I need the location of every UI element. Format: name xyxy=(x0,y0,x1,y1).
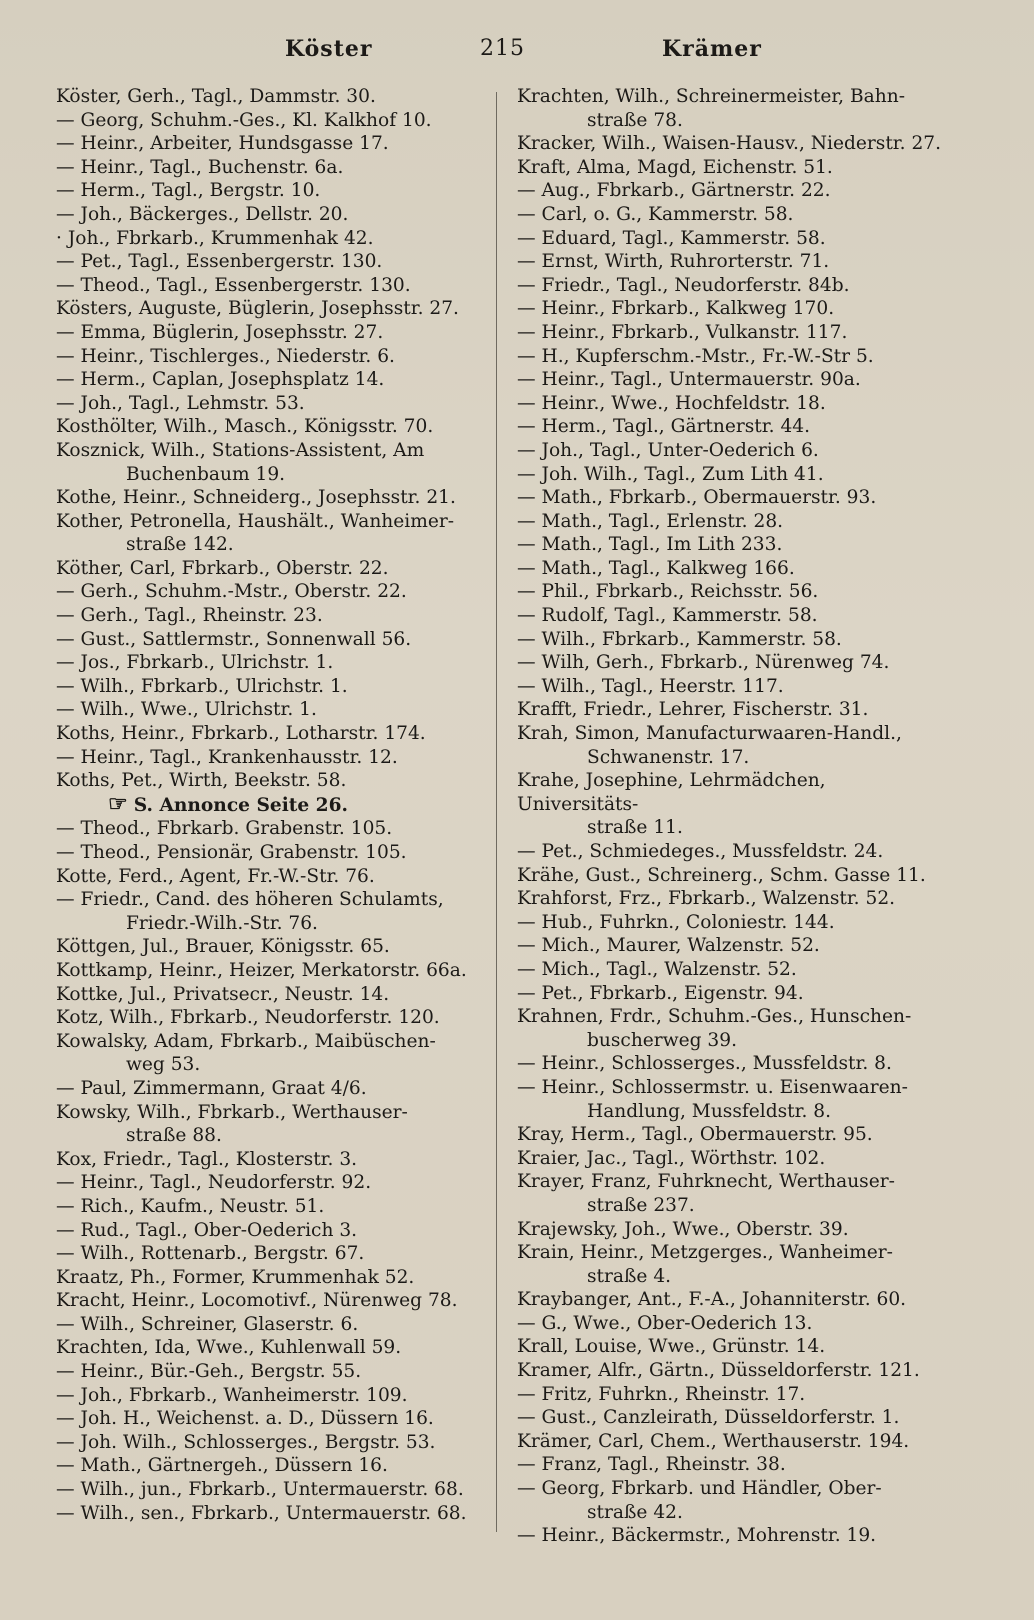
directory-entry: Kraybanger, Ant., F.-A., Johanniterstr. 60. xyxy=(517,1289,907,1311)
directory-entry: — Joh., Fbrkarb., Wanheimerstr. 109. xyxy=(56,1384,408,1406)
directory-entry: — Jos., Fbrkarb., Ulrichstr. 1. xyxy=(56,652,334,674)
directory-entry: Koths, Pet., Wirth, Beekstr. 58. xyxy=(56,770,347,792)
directory-entry: — Wilh., Fbrkarb., Kammerstr. 58. xyxy=(517,628,842,650)
directory-entry: — Heinr., Arbeiter, Hundsgasse 17. xyxy=(56,133,389,155)
directory-entry: — Pet., Tagl., Essenbergerstr. 130. xyxy=(56,251,383,273)
right-column xyxy=(517,85,947,1548)
entry-continuation: straße 142. xyxy=(126,534,234,556)
directory-entry: — Mich., Maurer, Walzenstr. 52. xyxy=(517,935,820,957)
directory-entry: — Heinr., Tagl., Neudorferstr. 92. xyxy=(56,1172,372,1194)
directory-entry: — Rudolf, Tagl., Kammerstr. 58. xyxy=(517,605,818,627)
directory-entry: Krahforst, Frz., Fbrkarb., Walzenstr. 52. xyxy=(517,888,896,910)
directory-entry: — Pet., Schmiedeges., Mussfeldstr. 24. xyxy=(517,841,884,862)
directory-entry: — Joh. Wilh., Schlosserges., Bergstr. 53. xyxy=(56,1431,436,1453)
directory-entry: — Franz, Tagl., Rheinstr. 38. xyxy=(517,1454,786,1476)
directory-entry: Kottke, Jul., Privatsecr., Neustr. 14. xyxy=(56,983,390,1005)
directory-entry: — Phil., Fbrkarb., Reichsstr. 56. xyxy=(517,581,819,603)
directory-entry: Kösters, Auguste, Büglerin, Josephsstr. 27. xyxy=(56,298,459,320)
directory-entry: Krayer, Franz, Fuhrknecht, Werthauser- xyxy=(517,1171,895,1193)
directory-entry: Köttgen, Jul., Brauer, Königsstr. 65. xyxy=(56,936,390,958)
directory-entry: Kox, Friedr., Tagl., Klosterstr. 3. xyxy=(56,1148,358,1170)
directory-entry: — Theod., Pensionär, Grabenstr. 105. xyxy=(56,842,407,863)
directory-entry: — Herm., Tagl., Gärtnerstr. 44. xyxy=(517,416,811,438)
directory-entry: — Hub., Fuhrkn., Coloniestr. 144. xyxy=(517,911,835,933)
entry-continuation: buscherweg 39. xyxy=(587,1029,738,1051)
directory-entry: — Heinr., Fbrkarb., Kalkweg 170. xyxy=(517,298,835,320)
directory-entry: — Math., Tagl., Erlenstr. 28. xyxy=(517,510,784,532)
entry-continuation: Handlung, Mussfeldstr. 8. xyxy=(587,1100,832,1122)
entry-continuation: Buchenbaum 19. xyxy=(126,463,286,485)
directory-entry: — Gust., Sattlermstr., Sonnenwall 56. xyxy=(56,628,412,650)
directory-entry: — Math., Tagl., Kalkweg 166. xyxy=(517,557,795,579)
directory-entry: — Math., Fbrkarb., Obermauerstr. 93. xyxy=(517,487,877,509)
directory-entry: Kracker, Wilh., Waisen-Hausv., Niederstr. 27. xyxy=(517,133,942,155)
directory-entry: — Gerh., Schuhm.-Mstr., Oberstr. 22. xyxy=(56,581,407,603)
directory-entry: Krachten, Wilh., Schreinermeister, Bahn- xyxy=(517,86,905,107)
directory-entry: Kowalsky, Adam, Fbrkarb., Maibüschen- xyxy=(56,1030,436,1052)
page-number: 215 xyxy=(480,36,525,61)
directory-entry: Kother, Petronella, Haushält., Wanheimer- xyxy=(56,510,455,532)
directory-entry: — Wilh., sen., Fbrkarb., Untermauerstr. 68. xyxy=(56,1502,467,1524)
directory-entry: — Math., Gärtnergeh., Düssern 16. xyxy=(56,1455,388,1477)
directory-entry: — Wilh., Fbrkarb., Ulrichstr. 1. xyxy=(56,675,348,697)
directory-entry: Krahnen, Frdr., Schuhm.-Ges., Hunschen- xyxy=(517,1006,912,1028)
directory-entry: — Carl, o. G., Kammerstr. 58. xyxy=(517,203,794,225)
directory-entry: Krähe, Gust., Schreinerg., Schm. Gasse 11. xyxy=(517,864,926,886)
directory-entry: — Rich., Kaufm., Neustr. 51. xyxy=(56,1195,325,1217)
directory-entry: — Wilh., Wwe., Ulrichstr. 1. xyxy=(56,699,317,721)
directory-entry: — Georg, Schuhm.-Ges., Kl. Kalkhof 10. xyxy=(56,109,432,131)
directory-entry: Kraatz, Ph., Former, Krummenhak 52. xyxy=(56,1266,415,1288)
directory-entry: Krajewsky, Joh., Wwe., Oberstr. 39. xyxy=(517,1218,849,1240)
directory-entry: — Wilh, Gerh., Fbrkarb., Nürenweg 74. xyxy=(517,652,890,674)
directory-entry: — Eduard, Tagl., Kammerstr. 58. xyxy=(517,227,826,249)
directory-entry: Kotte, Ferd., Agent, Fr.-W.-Str. 76. xyxy=(56,865,375,887)
entry-continuation: straße 237. xyxy=(587,1194,695,1216)
directory-entry: — Pet., Fbrkarb., Eigenstr. 94. xyxy=(517,982,804,1004)
directory-entry: Kothe, Heinr., Schneiderg., Josephsstr. 21. xyxy=(56,487,456,509)
directory-entry: Krahe, Josephine, Lehrmädchen, Universitäts- xyxy=(517,770,826,815)
directory-entry: Kowsky, Wilh., Fbrkarb., Werthauser- xyxy=(56,1101,408,1123)
entry-continuation: straße 88. xyxy=(126,1125,222,1147)
directory-entry: — Heinr., Tagl., Krankenhausstr. 12. xyxy=(56,746,398,768)
directory-entry: — Wilh., Schreiner, Glaserstr. 6. xyxy=(56,1313,359,1335)
directory-entry: — Paul, Zimmermann, Graat 4/6. xyxy=(56,1077,367,1099)
directory-entry: Krämer, Carl, Chem., Werthauserstr. 194. xyxy=(517,1430,910,1452)
directory-entry: Kotz, Wilh., Fbrkarb., Neudorferstr. 120. xyxy=(56,1007,440,1029)
directory-entry: — Heinr., Tagl., Untermauerstr. 90a. xyxy=(517,369,861,391)
header-left-catchword: Köster xyxy=(285,36,373,62)
left-column xyxy=(56,85,486,1525)
entry-continuation: straße 42. xyxy=(587,1501,683,1523)
directory-entry: — G., Wwe., Ober-Oederich 13. xyxy=(517,1312,813,1334)
directory-entry: — Emma, Büglerin, Josephsstr. 27. xyxy=(56,321,384,343)
directory-entry: Kraier, Jac., Tagl., Wörthstr. 102. xyxy=(517,1147,826,1169)
directory-entry: Kray, Herm., Tagl., Obermauerstr. 95. xyxy=(517,1124,873,1146)
directory-entry: — Wilh., Tagl., Heerstr. 117. xyxy=(517,675,784,697)
column-divider xyxy=(496,92,497,1532)
directory-entry: Kosznick, Wilh., Stations-Assistent, Am xyxy=(56,439,425,461)
page-header xyxy=(0,36,1034,76)
directory-entry: — Mich., Tagl., Walzenstr. 52. xyxy=(517,958,797,980)
directory-entry: Krah, Simon, Manufacturwaaren-Handl., xyxy=(517,723,902,745)
directory-entry: Krain, Heinr., Metzgerges., Wanheimer- xyxy=(517,1242,893,1264)
directory-entry: — Heinr., Schlosserges., Mussfeldstr. 8. xyxy=(517,1053,892,1075)
pointing-hand-icon: ☞ xyxy=(108,790,128,817)
directory-entry: — Theod., Tagl., Essenbergerstr. 130. xyxy=(56,274,411,296)
directory-entry: — Heinr., Tagl., Buchenstr. 6a. xyxy=(56,156,344,178)
directory-entry: Krall, Louise, Wwe., Grünstr. 14. xyxy=(517,1336,826,1358)
directory-entry: Kraft, Alma, Magd, Eichenstr. 51. xyxy=(517,156,833,178)
directory-entry: Kosthölter, Wilh., Masch., Königsstr. 70. xyxy=(56,416,434,438)
directory-entry: — H., Kupferschm.-Mstr., Fr.-W.-Str 5. xyxy=(517,345,874,367)
directory-entry: Kracht, Heinr., Locomotivf., Nürenweg 78. xyxy=(56,1290,458,1312)
directory-entry: — Wilh., Rottenarb., Bergstr. 67. xyxy=(56,1243,365,1265)
directory-entry: — Wilh., jun., Fbrkarb., Untermauerstr. 68. xyxy=(56,1479,464,1501)
entry-continuation: Friedr.-Wilh.-Str. 76. xyxy=(126,912,318,934)
directory-entry: Kramer, Alfr., Gärtn., Düsseldorferstr. 121. xyxy=(517,1360,920,1382)
directory-entry: — Gerh., Tagl., Rheinstr. 23. xyxy=(56,605,323,627)
directory-entry: — Georg, Fbrkarb. und Händler, Ober- xyxy=(517,1478,882,1500)
annonce-text: S. Annonce Seite 26. xyxy=(133,794,349,816)
entry-continuation: Schwanenstr. 17. xyxy=(587,746,750,768)
entry-continuation: weg 53. xyxy=(126,1054,201,1076)
directory-entry: — Herm., Caplan, Josephsplatz 14. xyxy=(56,369,385,391)
header-right-catchword: Krämer xyxy=(662,36,762,62)
directory-entry: — Ernst, Wirth, Ruhrorterstr. 71. xyxy=(517,251,830,273)
directory-entry: — Friedr., Tagl., Neudorferstr. 84b. xyxy=(517,274,850,296)
directory-entry: — Heinr., Bür.-Geh., Bergstr. 55. xyxy=(56,1361,362,1383)
directory-entry: — Joh., Tagl., Unter-Oederich 6. xyxy=(517,439,819,461)
directory-entry: — Joh. H., Weichenst. a. D., Düssern 16. xyxy=(56,1408,434,1430)
directory-entry: — Heinr., Fbrkarb., Vulkanstr. 117. xyxy=(517,321,848,343)
directory-entry: — Math., Tagl., Im Lith 233. xyxy=(517,534,783,556)
directory-entry: Krafft, Friedr., Lehrer, Fischerstr. 31. xyxy=(517,699,869,721)
entry-continuation: straße 4. xyxy=(587,1265,672,1287)
directory-entry: — Joh., Tagl., Lehmstr. 53. xyxy=(56,392,305,414)
directory-entry: Koths, Heinr., Fbrkarb., Lotharstr. 174. xyxy=(56,723,426,745)
directory-entry: — Joh. Wilh., Tagl., Zum Lith 41. xyxy=(517,463,824,485)
directory-entry: — Fritz, Fuhrkn., Rheinstr. 17. xyxy=(517,1383,806,1405)
directory-entry: — Heinr., Tischlerges., Niederstr. 6. xyxy=(56,345,395,367)
directory-entry: Köster, Gerh., Tagl., Dammstr. 30. xyxy=(56,86,376,107)
directory-entry: Köther, Carl, Fbrkarb., Oberstr. 22. xyxy=(56,557,389,579)
directory-entry: Krachten, Ida, Wwe., Kuhlenwall 59. xyxy=(56,1337,402,1359)
directory-entry: — Heinr., Schlossermstr. u. Eisenwaaren- xyxy=(517,1076,908,1098)
directory-entry: — Joh., Bäckerges., Dellstr. 20. xyxy=(56,203,349,225)
directory-entry: — Theod., Fbrkarb. Grabenstr. 105. xyxy=(56,818,393,840)
directory-entry: — Heinr., Wwe., Hochfeldstr. 18. xyxy=(517,392,826,414)
directory-entry: — Friedr., Cand. des höheren Schulamts, xyxy=(56,889,444,911)
entry-continuation: straße 11. xyxy=(587,817,683,839)
directory-entry: Kottkamp, Heinr., Heizer, Merkatorstr. 66a. xyxy=(56,959,467,981)
directory-entry: — Aug., Fbrkarb., Gärtnerstr. 22. xyxy=(517,180,831,202)
directory-entry: — Heinr., Bäckermstr., Mohrenstr. 19. xyxy=(517,1525,877,1547)
entry-continuation: straße 78. xyxy=(587,109,683,131)
directory-entry: — Gust., Canzleirath, Düsseldorferstr. 1. xyxy=(517,1407,900,1429)
directory-entry: · Joh., Fbrkarb., Krummenhak 42. xyxy=(56,227,374,249)
directory-entry: — Herm., Tagl., Bergstr. 10. xyxy=(56,180,321,202)
directory-entry: — Rud., Tagl., Ober-Oederich 3. xyxy=(56,1219,358,1241)
annonce-note xyxy=(56,790,486,818)
